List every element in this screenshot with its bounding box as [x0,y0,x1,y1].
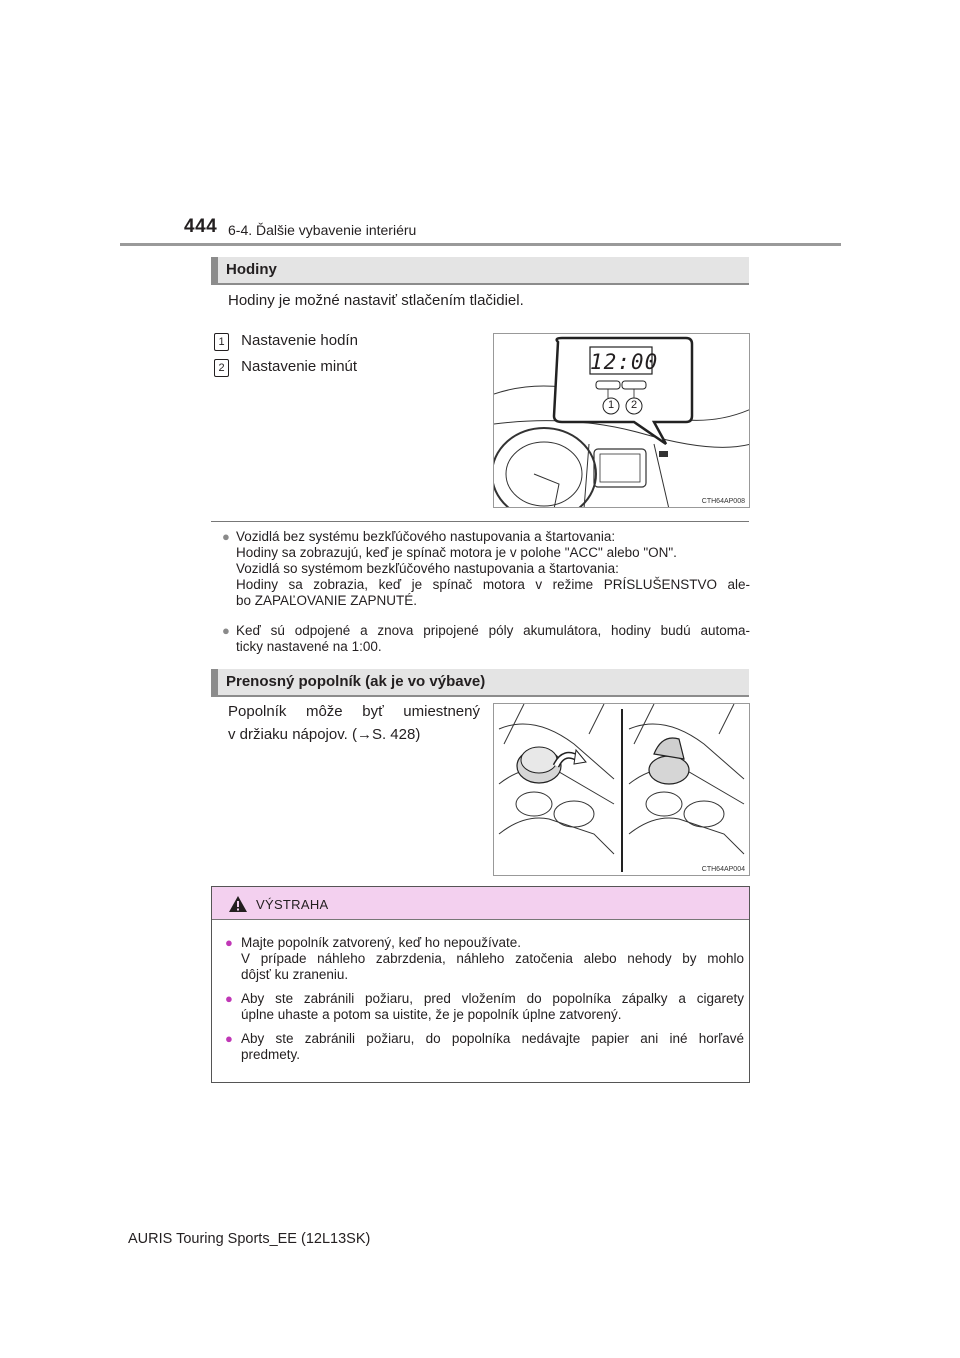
footer-text: AURIS Touring Sports_EE (12L13SK) [128,1231,371,1247]
warning-line: Aby ste zabránili požiaru, do popolníka nedávajte papier ani iné horľavé [241,1031,744,1046]
callout-number-2: 2 [214,359,229,377]
note-item [222,623,750,655]
clock-intro: Hodiny je možné nastaviť stlačením tlačidiel. [228,292,524,309]
ashtray-text-line-1: Popolník môže byť umiestnený [228,703,480,720]
bullet-dot-icon: ● [225,991,233,1006]
warning-line: V prípade náhleho zabrzdenia, náhleho zatočenia alebo nehody by mohlo [241,951,744,966]
figure-code: CTH64AP004 [701,866,745,873]
bullet-dot-icon: ● [222,623,230,638]
warning-item [225,1031,744,1063]
note-line: bo ZAPAĽOVANIE ZAPNUTÉ. [236,593,418,608]
clock-section-title: Hodiny [226,261,277,278]
warning-box [211,886,750,1083]
clock-item-1-label: Nastavenie hodín [241,332,358,349]
callout-number-1: 1 [214,333,229,351]
note-line: Hodiny sa zobrazujú, keď je spínač motora je v polohe "ACC" alebo "ON". [236,545,677,560]
note-line: Hodiny sa zobrazia, keď je spínač motora v režime PRÍSLUŠENSTVO ale- [236,577,750,592]
warning-header [212,887,749,920]
header-rule [120,243,841,246]
note-line: ticky nastavené na 1:00. [236,639,382,654]
page-number: 444 [184,216,218,237]
warning-line: Majte popolník zatvorený, keď ho nepoužívate. [241,935,521,950]
clock-section-title-bar [211,257,749,283]
ashtray-section-title-bar [211,669,749,695]
clock-item-2-label: Nastavenie minút [241,358,358,375]
warning-line: predmety. [241,1047,301,1062]
ashtray-section-title: Prenosný popolník (ak je vo výbave) [226,673,486,690]
warning-line: Aby ste zabránili požiaru, pred vložením do popolníka zápalky a cigarety [241,991,744,1006]
clock-display-time: 12:00 [590,350,659,374]
ashtray-figure [493,703,750,876]
bullet-dot-icon: ● [225,1031,233,1046]
figure-code: CTH64AP008 [701,498,745,505]
bullet-dot-icon: ● [222,529,230,544]
note-line: Vozidlá bez systému bezkľúčového nastupovania a štartovania: [236,529,616,544]
warning-triangle-icon [228,895,248,913]
warning-item [225,991,744,1023]
warning-line: úplne uhaste a potom sa uistite, že je popolník úplne zatvorený. [241,1007,622,1022]
ashtray-illustration [494,704,750,876]
clock-item-2 [214,356,357,378]
notes-rule [211,521,749,522]
section-header: 6-4. Ďalšie vybavenie interiéru [228,222,417,238]
note-line: Keď sú odpojené a znova pripojené póly akumulátora, hodiny budú automa- [236,623,750,638]
warning-title: VÝSTRAHA [256,897,329,912]
bullet-dot-icon: ● [225,935,233,950]
warning-item [225,935,744,983]
figure-callout-2: 2 [630,399,638,411]
ashtray-text-line-2: v držiaku nápojov. (→S. 428) [228,726,421,743]
note-line: Vozidlá so systémom bezkľúčového nastupovania a štartovania: [236,561,619,576]
warning-line: dôjsť ku zraneniu. [241,967,349,982]
clock-figure [493,333,750,508]
clock-item-1 [214,330,358,352]
note-item [222,529,750,609]
figure-callout-1: 1 [607,399,615,411]
